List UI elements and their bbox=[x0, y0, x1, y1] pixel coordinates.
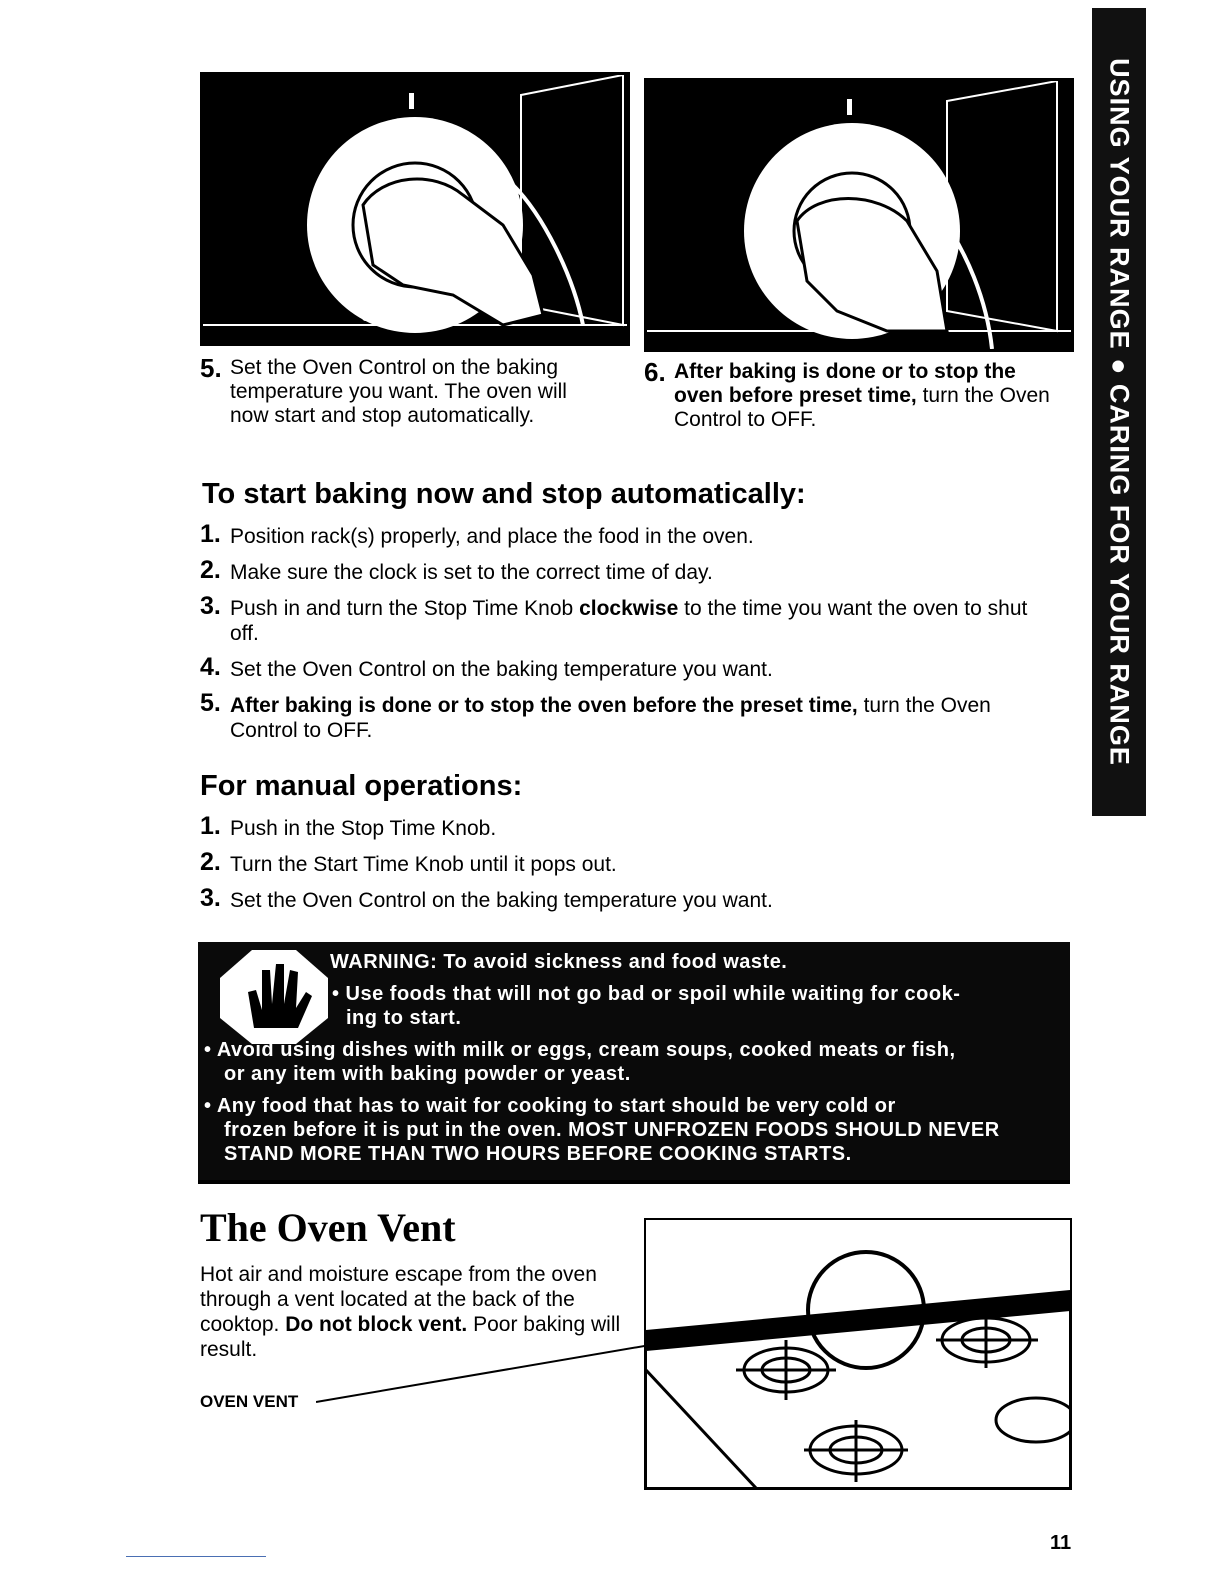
list-item: 4. Set the Oven Control on the baking temperature you want. bbox=[200, 653, 773, 681]
oven-knob-hand-drawing bbox=[203, 75, 627, 343]
warning-bullet-3: • Any food that has to wait for cooking to start should be very cold or bbox=[204, 1095, 896, 1117]
step-number: 5. bbox=[200, 353, 222, 383]
vent-description: Hot air and moisture escape from the oven through a vent located at the back of the cooktop. Do not block vent. Poor baking will result. bbox=[200, 1263, 621, 1361]
warning-box bbox=[198, 942, 1070, 1180]
divider bbox=[198, 1180, 1070, 1184]
warning-bullet-3-cont: frozen before it is put in the oven. MOST UNFROZEN FOODS SHOULD NEVER bbox=[224, 1119, 1000, 1141]
auto-steps-list bbox=[200, 520, 1060, 754]
step-text: turn the Oven Control to OFF. bbox=[674, 384, 1050, 431]
step-text: Set the Oven Control on the baking temperature you want. The oven will now start and stop automatically. bbox=[230, 356, 567, 427]
manual-steps-list bbox=[200, 812, 1060, 924]
figure-label-left: ove bbox=[361, 305, 391, 325]
list-item: 3. Set the Oven Control on the baking temperature you want. bbox=[200, 884, 773, 912]
list-item: 1. Position rack(s) properly, and place the food in the oven. bbox=[200, 520, 754, 548]
list-item: 3. Push in and turn the Stop Time Knob clockwise to the time you want the oven to shut off. bbox=[200, 592, 1028, 645]
section-title-manual: For manual operations: bbox=[200, 770, 523, 802]
footer-line bbox=[126, 1556, 266, 1557]
leader-line bbox=[316, 1340, 656, 1410]
oven-control-illustration-left bbox=[200, 72, 630, 346]
vent-title: The Oven Vent bbox=[200, 1205, 456, 1250]
stop-hand-icon bbox=[218, 948, 330, 1046]
oven-control-illustration-right bbox=[644, 78, 1074, 352]
oven-vent-label: OVEN VENT bbox=[200, 1392, 299, 1411]
step-6-top bbox=[644, 357, 1054, 432]
step-5-top bbox=[200, 353, 620, 428]
cooktop-vent-illustration bbox=[644, 1218, 1072, 1490]
step-text-bold: After baking is done or to stop the oven before preset time, bbox=[674, 360, 1016, 407]
warning-bullet-2-cont: or any item with baking powder or yeast. bbox=[224, 1063, 631, 1085]
cooktop-drawing bbox=[646, 1220, 1070, 1488]
list-item: 5. After baking is done or to stop the oven before the preset time, turn the Oven Control to OFF. bbox=[200, 689, 991, 742]
section-title-auto: To start baking now and stop automatically: bbox=[202, 478, 806, 510]
oven-knob-off-drawing bbox=[647, 81, 1071, 349]
side-tab-label: USING YOUR RANGE ● CARING FOR YOUR RANGE bbox=[1104, 58, 1135, 766]
warning-bullet-1-cont: ing to start. bbox=[346, 1007, 462, 1029]
step-number: 6. bbox=[644, 357, 666, 387]
warning-bullet-3-cont: STAND MORE THAN TWO HOURS BEFORE COOKING STARTS. bbox=[224, 1143, 852, 1165]
list-item: 2. Turn the Start Time Knob until it pops out. bbox=[200, 848, 617, 876]
warning-bullet-2: • Avoid using dishes with milk or eggs, cream soups, cooked meats or fish, bbox=[204, 1039, 956, 1061]
page-number: 11 bbox=[1050, 1532, 1072, 1554]
warning-bullet-1: • Use foods that will not go bad or spoil while waiting for cook- bbox=[332, 983, 961, 1005]
list-item: 2. Make sure the clock is set to the correct time of day. bbox=[200, 556, 713, 584]
list-item: 1. Push in the Stop Time Knob. bbox=[200, 812, 497, 840]
side-tab bbox=[1092, 8, 1146, 816]
warning-heading: WARNING: To avoid sickness and food waste. bbox=[330, 951, 788, 973]
